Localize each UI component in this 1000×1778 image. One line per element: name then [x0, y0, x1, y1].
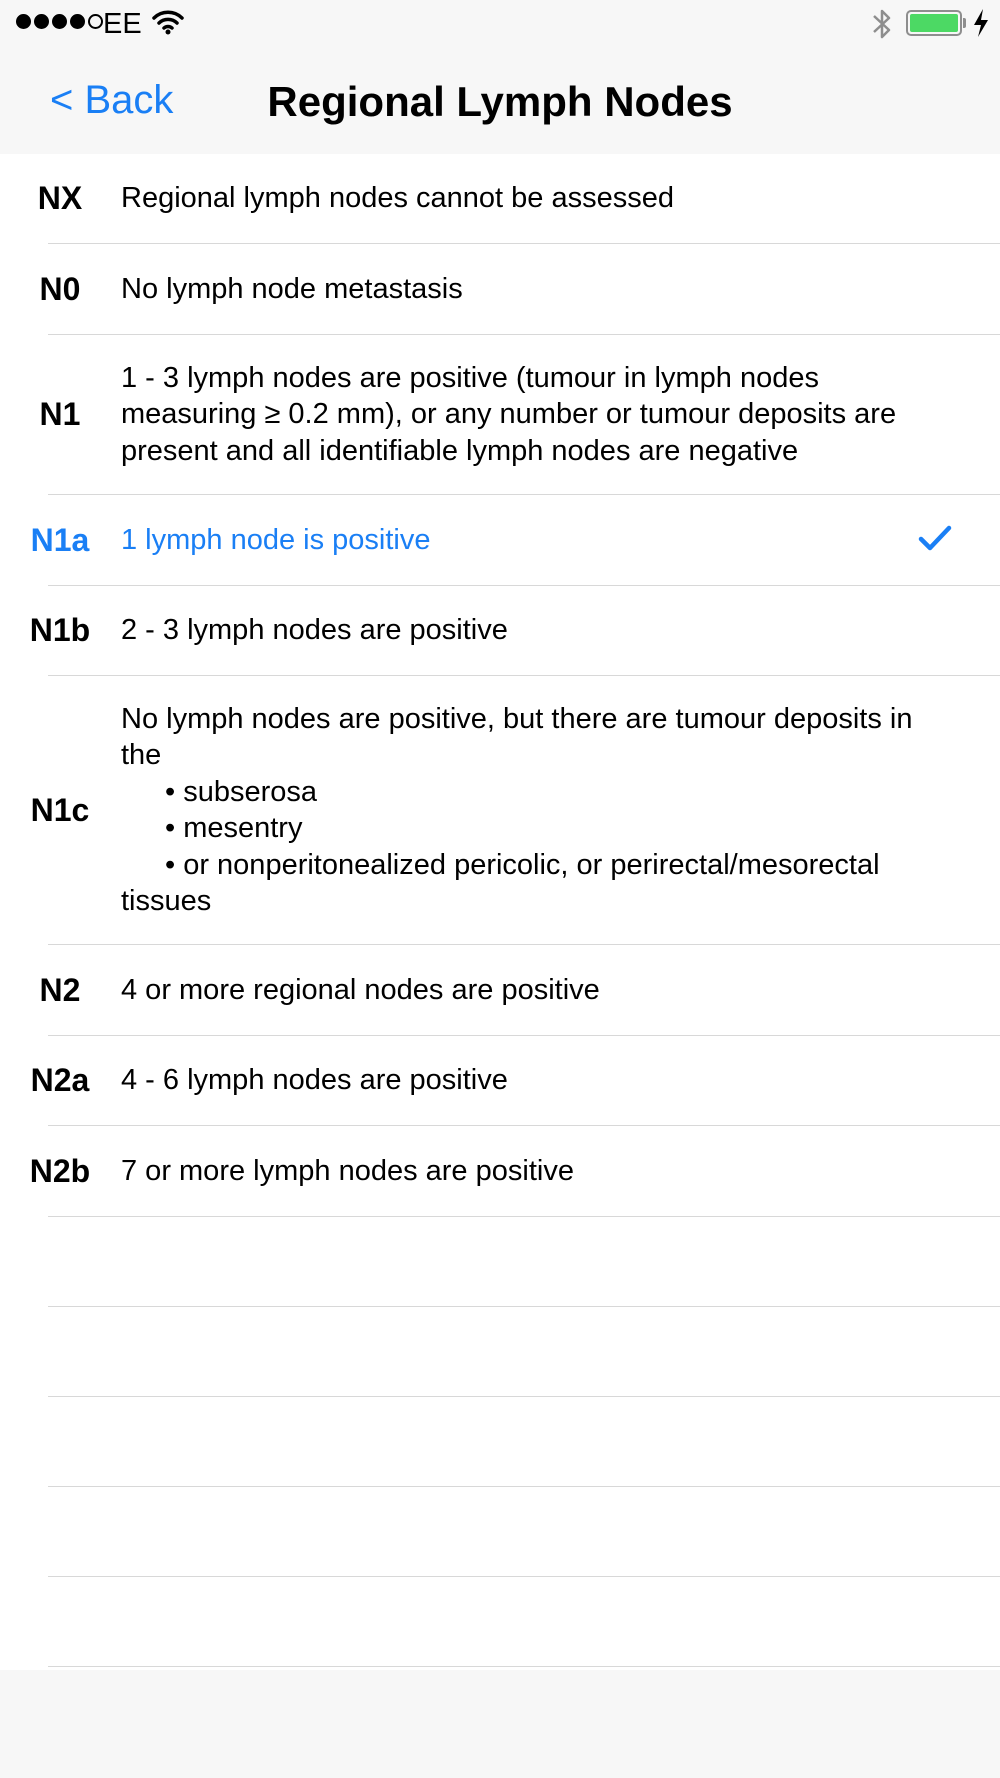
stage-description: 2 - 3 lymph nodes are positive [121, 614, 508, 647]
stage-description: 4 - 6 lymph nodes are positive [121, 1064, 508, 1097]
stage-description-intro: No lymph nodes are positive, but there are tumour deposits in the [121, 702, 913, 771]
empty-list-row [48, 1487, 1000, 1577]
empty-list-row [48, 1397, 1000, 1487]
list-item-selected[interactable] [30, 495, 1000, 586]
list-item[interactable] [39, 945, 1000, 1036]
page-title: Regional Lymph Nodes [267, 78, 733, 125]
stage-description: No lymph node metastasis [121, 272, 463, 305]
stage-description: 1 lymph node is positive [121, 523, 431, 556]
battery-charging-icon [906, 10, 962, 36]
signal-dots-icon [16, 14, 103, 29]
wifi-icon [152, 9, 184, 42]
navigation-bar [0, 48, 1000, 154]
stage-description: 1 - 3 lymph nodes are positive (tumour in lymph nodes measuring ≥ 0.2 mm), or any number or tumour deposits are present and all identifiable lymph nodes are negative [121, 361, 897, 467]
stage-description: 4 or more regional nodes are positive [121, 973, 600, 1006]
stage-description [121, 701, 921, 920]
stage-description: Regional lymph nodes cannot be assessed [121, 182, 674, 215]
list-item[interactable] [39, 244, 1000, 335]
stage-code: N1 [39, 396, 81, 432]
empty-list-row [48, 1577, 1000, 1667]
list-item[interactable] [30, 676, 1000, 945]
list-item[interactable] [29, 1126, 1000, 1217]
stage-description-outro: tissues [121, 885, 212, 917]
stage-code: N1c [30, 791, 90, 828]
empty-list-row [48, 1307, 1000, 1397]
list-item[interactable] [30, 1036, 1000, 1126]
status-bar [0, 0, 1000, 48]
charging-bolt-icon [972, 8, 990, 45]
stage-code: N2a [30, 1062, 90, 1098]
checkmark-icon [918, 524, 952, 557]
stage-list [0, 154, 1000, 1667]
list-item[interactable] [39, 335, 1000, 495]
stage-code: N1b [29, 612, 91, 648]
bluetooth-icon [870, 7, 894, 48]
stage-code: NX [37, 180, 83, 216]
bullet-item: • mesentry [165, 812, 303, 844]
stage-code: N0 [39, 270, 81, 307]
bullet-item: • subserosa [165, 775, 318, 808]
back-button[interactable]: < Back [50, 78, 174, 122]
carrier-label: EE [103, 8, 142, 40]
stage-description: 7 or more lymph nodes are positive [121, 1154, 574, 1187]
list-item[interactable] [37, 154, 1000, 244]
stage-code: N2 [39, 971, 81, 1008]
bottom-toolbar [0, 1670, 1000, 1778]
empty-list-row [48, 1217, 1000, 1307]
bullet-item: • or nonperitonealized pericolic, or perirectal/mesorectal [165, 848, 880, 881]
stage-code: N1a [30, 521, 90, 558]
list-item[interactable] [29, 586, 1000, 676]
stage-code: N2b [29, 1152, 91, 1189]
